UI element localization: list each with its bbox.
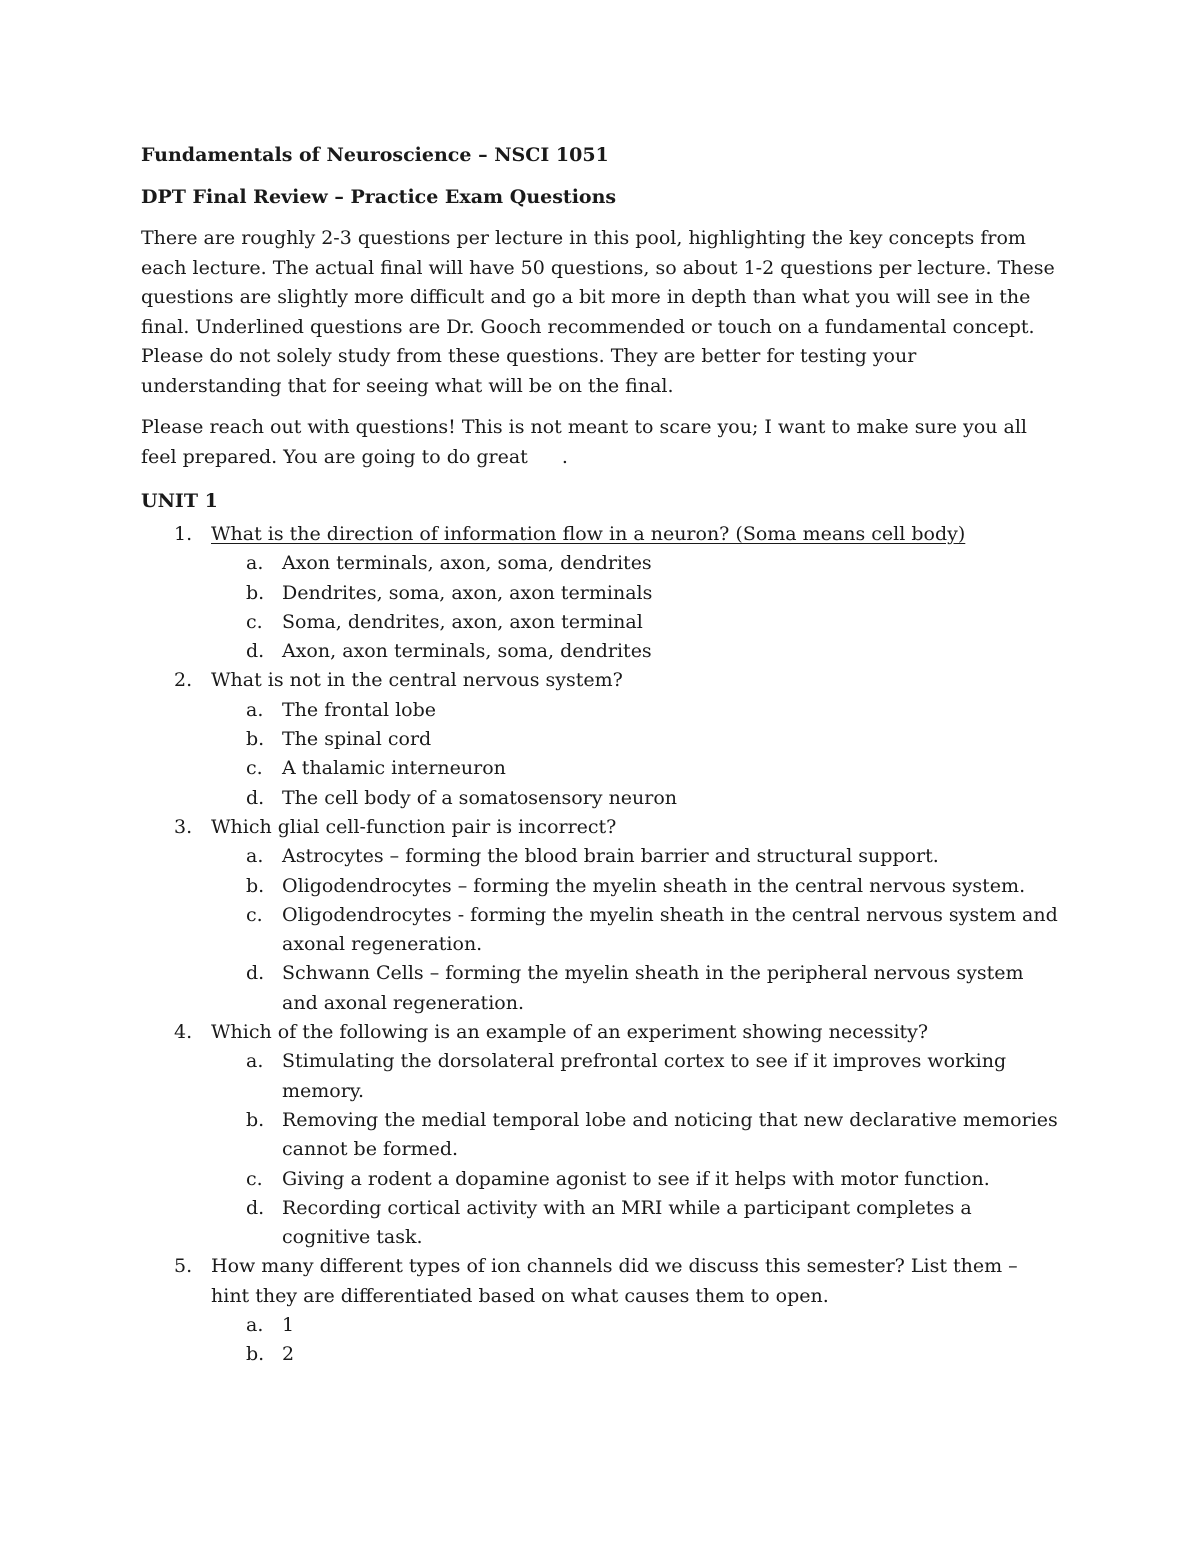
question-text: How many different types of ion channels did we discuss this semester? List them – hint they are differentiated based on what causes them to open. <box>211 1255 1018 1307</box>
option-letter: a. <box>246 845 264 868</box>
option-letter: b. <box>246 1108 265 1131</box>
option-list <box>211 1047 1061 1252</box>
answer-option <box>211 1047 1061 1106</box>
closing-end: . <box>561 445 568 468</box>
answer-option <box>211 754 1061 783</box>
answer-option <box>211 872 1061 901</box>
option-text: The cell body of a somatosensory neuron <box>282 786 678 809</box>
option-letter: a. <box>246 1050 264 1073</box>
option-letter: d. <box>246 640 265 663</box>
question-item <box>141 1252 1061 1369</box>
option-text: Oligodendrocytes – forming the myelin sheath in the central nervous system. <box>282 874 1026 897</box>
option-text: Oligodendrocytes - forming the myelin sheath in the central nervous system and axonal regeneration. <box>282 903 1058 956</box>
answer-option <box>211 1106 1061 1165</box>
question-text: Which of the following is an example of an experiment showing necessity? <box>211 1021 929 1044</box>
option-text: Soma, dendrites, axon, axon terminal <box>282 610 643 633</box>
unit-heading: UNIT 1 <box>141 490 218 512</box>
question-item <box>141 666 1061 812</box>
option-list <box>211 549 1061 666</box>
option-text: The spinal cord <box>282 728 432 751</box>
intro-paragraph: There are roughly 2-3 questions per lecture in this pool, highlighting the key concepts from each lecture. The actual final will have 50 questions, so about 1-2 questions per lecture. These questions are slightly more difficult and go a bit more in depth than what you will see in the final. Underlined questions are Dr. Gooch recommended or touch on a fundamental concept. Please do not solely study from these questions. They are better for testing your understanding that for seeing what will be on the final. <box>141 227 1055 397</box>
answer-option <box>211 901 1061 960</box>
question-number: 5. <box>174 1255 193 1278</box>
document-page <box>141 140 1061 1370</box>
option-text: Dendrites, soma, axon, axon terminals <box>282 581 653 604</box>
option-text: Schwann Cells – forming the myelin sheath in the peripheral nervous system and axonal regeneration. <box>282 962 1024 1014</box>
option-text: Astrocytes – forming the blood brain barrier and structural support. <box>282 845 939 868</box>
option-text: Removing the medial temporal lobe and noticing that new declarative memories cannot be formed. <box>282 1108 1058 1161</box>
option-text: The frontal lobe <box>282 698 436 721</box>
answer-option <box>211 842 1061 871</box>
option-letter: b. <box>246 581 265 604</box>
answer-option <box>211 1311 1061 1340</box>
answer-option <box>211 608 1061 637</box>
answer-option <box>211 637 1061 666</box>
option-text: Stimulating the dorsolateral prefrontal cortex to see if it improves working memory. <box>282 1050 1007 1102</box>
question-text: What is the direction of information flow in a neuron? (Soma means cell body) <box>211 523 966 545</box>
option-letter: d. <box>246 962 265 985</box>
closing-text: Please reach out with questions! This is not meant to scare you; I want to make sure you all feel prepared. You are going to do great <box>141 416 1027 468</box>
option-letter: a. <box>246 1314 264 1337</box>
option-text: Axon terminals, axon, soma, dendrites <box>282 552 652 575</box>
question-text: What is not in the central nervous system? <box>211 669 623 692</box>
question-item <box>141 520 1061 666</box>
question-text: Which glial cell-function pair is incorrect? <box>211 815 617 838</box>
option-letter: c. <box>246 610 263 633</box>
answer-option <box>211 784 1061 813</box>
option-list <box>211 696 1061 813</box>
option-letter: a. <box>246 552 264 575</box>
option-letter: c. <box>246 903 263 926</box>
option-letter: a. <box>246 698 264 721</box>
question-number: 3. <box>174 815 193 838</box>
option-text: A thalamic interneuron <box>282 757 506 780</box>
answer-option <box>211 549 1061 578</box>
document-subtitle: DPT Final Review – Practice Exam Questions <box>141 186 617 208</box>
question-number: 1. <box>174 523 193 545</box>
option-text: Axon, axon terminals, soma, dendrites <box>282 640 652 663</box>
answer-option <box>211 1340 1061 1369</box>
answer-option <box>211 1194 1061 1253</box>
answer-option <box>211 1165 1061 1194</box>
option-letter: c. <box>246 1167 263 1190</box>
question-item <box>141 813 1061 1018</box>
question-number: 4. <box>174 1021 193 1044</box>
option-letter: b. <box>246 1343 265 1366</box>
option-letter: c. <box>246 757 263 780</box>
option-letter: b. <box>246 728 265 751</box>
option-text: 2 <box>282 1343 295 1366</box>
answer-option <box>211 579 1061 608</box>
question-list <box>141 520 1061 1370</box>
question-number: 2. <box>174 669 193 692</box>
option-text: 1 <box>282 1314 295 1337</box>
option-letter: d. <box>246 786 265 809</box>
option-text: Recording cortical activity with an MRI while a participant completes a cognitive task. <box>282 1196 972 1249</box>
option-list <box>211 1311 1061 1370</box>
option-letter: b. <box>246 874 265 897</box>
document-title: Fundamentals of Neuroscience – NSCI 1051 <box>141 144 609 166</box>
closing-paragraph <box>141 413 1061 472</box>
option-letter: d. <box>246 1196 265 1219</box>
option-text: Giving a rodent a dopamine agonist to see if it helps with motor function. <box>282 1167 990 1190</box>
question-item <box>141 1018 1061 1252</box>
option-list <box>211 842 1061 1018</box>
answer-option <box>211 696 1061 725</box>
answer-option <box>211 959 1061 1018</box>
answer-option <box>211 725 1061 754</box>
